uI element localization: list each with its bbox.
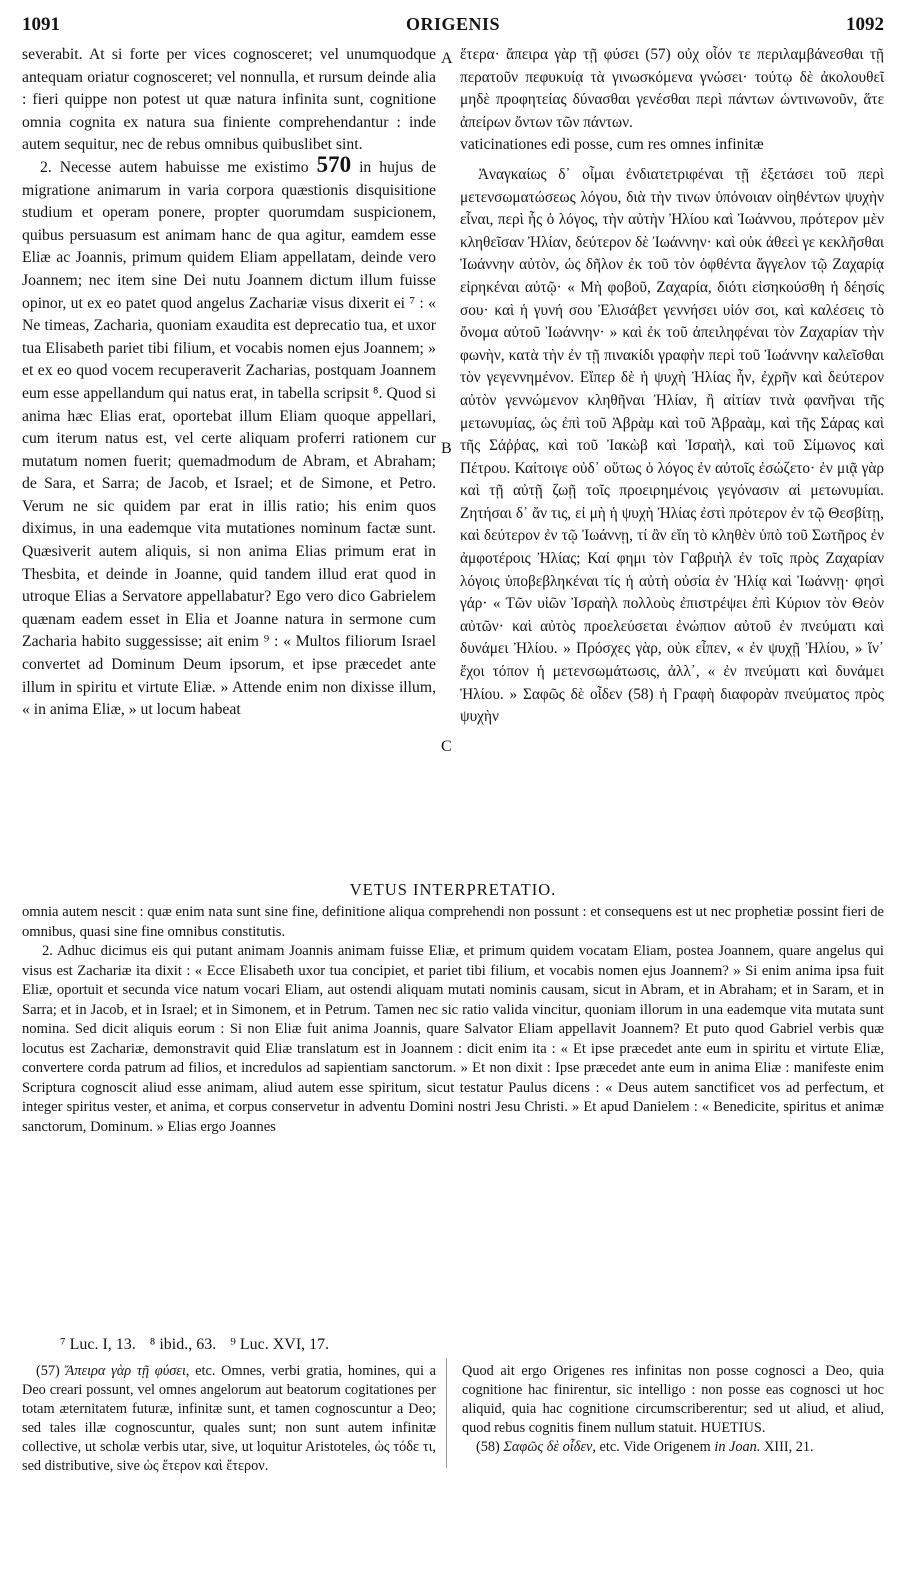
margin-marker-c: C [441,738,452,755]
reference-8: ⁸ ibid., 63. [149,1336,217,1353]
latin-paragraph-2-start: 2. Necesse autem habuisse me existimo [40,158,309,176]
column-number: 570 [316,151,352,177]
footnotes-right [462,1362,884,1457]
greek-paragraph-1: ἕτερα· ἄπειρα γὰρ τῇ φύσει (57) οὐχ οἷόν τε περιλαμβάνεσθαι τῇ περατοῦν πεφυκυίᾳ τὰ γινωσκόμενα γνώσει· τούτῳ δὲ ἀκολουθεῖ μηδὲ προφητείας δύνασθαι γενέσθαι περὶ πάντων ὡντινωνοῦν, ἅτε ἀπείρων ὄντων τῶν πάντων. [460,46,884,131]
reference-7: ⁷ Luc. I, 13. [60,1336,136,1353]
latin-column [22,44,436,722]
footnote-57-label: (57) [36,1363,66,1379]
footnotes-left [22,1362,436,1476]
running-title: ORIGENIS [405,14,501,34]
greek-column-latin-line: vaticinationes edi posse, cum res omnes infinitæ [460,136,764,154]
vetus-interpretatio-title: VETUS INTERPRETATIO. [349,880,557,899]
footnote-58-greek: Σαφῶς δὲ οἶδεν [503,1439,593,1455]
footnote-57 [22,1362,436,1476]
footnote-57-greek: Ἄπειρα γὰρ τῇ φύσει [65,1363,186,1379]
margin-marker-a: A [441,50,453,67]
scripture-references [60,1336,339,1354]
greek-paragraph-2: Ἀναγκαίως δ᾽ οἶμαι ἐνδιατετριφέναι τῇ ἐξετάσει τοῦ περὶ μετενσωματώσεως λόγου, διὰ τὴν τινων ὑπόνοιαν οἰηθέντων ψυχὴν εἶναι, περὶ ἧς ὁ λόγος, τὴν αὐτὴν Ἠλίου καὶ Ἰωάννου, πρότερον μὲν κληθεῖσαν Ἠλίαν, δεύτερον δὲ Ἰωάννην· καὶ οὐκ ἀθεεὶ γε κεκλῆσθαι Ἰωάννην αὐτὸν, ὡς δῆλον ἐκ τοῦ τὸν ὀφθέντα ἄγγελον τῷ Ζαχαρίᾳ εἰρηκέναι αὐτῷ· « Μὴ φοβοῦ, Ζαχαρία, διότι εἰσηκούσθη ἡ δέησίς σου· καὶ ἡ γυνή σου Ἐλισάβετ γεννήσει υἱόν σοι, καὶ καλέσεις τὸ ὄνομα αὐτοῦ Ἰωάννην· » καὶ ἐκ τοῦ ἀπειληφέναι τὸν Ζαχαρίαν τὴν φωνὴν, κατὰ τὴν ἐν τῇ πινακίδι γραφὴν περὶ τοῦ Ἰωάννην καλεῖσθαι τὸν γεγεννημένον. Εἴπερ δὲ ἡ ψυχὴ Ἠλίας ἦν, ἐχρῆν καὶ δεύτερον αὐτὸν γεννώμενον κληθῆναι Ἠλίαν, ἢ αἰτίαν τινὰ φανῆναι τῆς μετωνυμίας, ὡς ἐπὶ τοῦ Ἀβρὰμ καὶ τοῦ Ἀβραὰμ, καὶ τῆς Σάρας καὶ τῆς Σάῤῥας, καὶ τοῦ Ἰακὼβ καὶ Ἰσραὴλ, καὶ τοῦ Σίμωνος καὶ Πέτρου. Καίτοιγε οὐδ᾽ οὕτως ὁ λόγος ἐν αὐτοῖς ἐσώζετο· ἐν μιᾷ γὰρ καὶ τῇ αὐτῇ ζωῇ τοῖς προειρημένοις γεγόνασιν αἱ μετωνυμίαι. Ζητήσαι δ᾽ ἄν τις, εἰ μὴ ἡ ψυχὴ Ἠλίας ἐστὶ πρότερον ἐν τῷ Θεσβίτῃ, καὶ δεύτερον ἐν τῷ Ἰωάννῃ, τί ἂν εἴη τὸ κληθὲν ὑπὸ τοῦ Σωτῆρος ἐν ἀμφοτέροις Ἠλίας; Καί φημι τὸν Γαβριὴλ ἐν τοῖς πρὸς Ζαχαρίαν λόγοις ὑποβεβληκέναι τίς ἡ αὐτὴ οὐσία ἐν Ἠλίᾳ καὶ Ἰωάννῃ· φησὶ γάρ· « Τῶν υἱῶν Ἰσραὴλ πολλοὺς ἐπιστρέψει ἐπὶ Κύριον τὸν Θεὸν αὐτῶν· καὶ αὐτὸς προελεύσεται ἐνώπιον αὐτοῦ ἐν πνεύματι καὶ δυνάμει Ἠλίου. » Πρόσχες γὰρ, οὐκ εἶπεν, « ἐν ψυχῇ Ἠλίου, » ἵν᾽ ἔχοι τόπον ἡ μετενσωμάτωσις, ἀλλ᾽, « ἐν πνεύματι καὶ δυνάμει Ἠλίου. » Σαφῶς δὲ οἶδεν (58) ἡ Γραφὴ διαφορὰν πνεύματος πρὸς ψυχὴν [460,165,884,726]
page-number-left: 1091 [22,14,60,35]
greek-column [460,44,884,729]
latin-paragraph-2-rest: in hujus de migratione animarum in varia corpora quæstionis disquisitione studium et operam ponere, propter quorumdam suspicionem, quibus persuasum est animam hanc de qua agitur, eamdem esse Eliæ ac Joannis, primum quidem Eliam appellatam, deinde vero Joannem; nec item sine Dei nutu Joannem dictum illum fuisse opinor, ut ex eo patet quod angelus Zachariæ visus dixerit ei ⁷ : « Ne timeas, Zacharia, quoniam exaudita est deprecatio tua, et uxor tua Elisabeth pariet tibi filium, et vocabis nomen ejus Joannem; » et ex eo quod vocem recuperaverit Zacharias, postquam Joannem eum esse appellandum qui natus erat, in tabella scripsit ⁸. Quod si anima hæc Elias erat, oportebat illum Eliam quoque appellari, cum iterum natus est, vel certe aliquam proferri rationem cur mutatum nomen fuerit; quemadmodum de Abram, et Abraham; de Sara, et Sarra; de Jacob, et Israel; et de Simone, et Petro. Verum ne sic quidem par erat in illis ratio; his enim quos diximus, in una eademque vita mutationes nominum factæ sunt. Quæsiverit autem aliquis, si non anima Elias primum erat in Thesbita, et deinde in Joanne, quid tandem illud erat quod in utroque Elias a Servatore appellabatur? Ego vero dico Gabrielem quænam eadem esset in Elia et Joanne natura in sermone cum Zacharia habito suggessisse; ait enim ⁹ : « Multos filiorum Israel convertet ad Dominum Deum ipsorum, et ipse præcedet ante illum in spiritu et virtute Eliæ. » Attende enim non dixisse illum, « in anima Eliæ, » ut locum habeat [22,158,437,719]
footnote-58 [462,1438,884,1457]
vetus-interpretatio [22,903,884,1137]
page-number-right: 1092 [846,14,884,35]
footnote-57-text: , etc. Omnes, verbi gratia, homines, qui a Deo creari possunt, vel omnes angelorum aut beatorum cogitationes per totam æternitatem futuræ, infinitæ sunt, et tamen cognoscuntur a Deo; sed tales illæ cognoscuntur, quales sunt; non sunt autem infinitæ collective, ut scholæ verbis utar, sive, ut loquitur Aristoteles, ὡς τόδε τι, sed distributive, sive ὡς ἕτερον καὶ ἕτερον. [22,1363,436,1474]
footnote-57-continued [462,1362,884,1438]
footnote-58-text: , etc. Vide Origenem [592,1439,715,1455]
reference-9: ⁹ Luc. XVI, 17. [230,1336,330,1353]
latin-paragraph-1: severabit. At si forte per vices cognosceret; vel unumquodque antequam oriatur cognosceret; vel nonnulla, et rursum deinde alia : fieri quippe non potest ut quæ natura infinita sunt, cognitione omnia cognita ex natura sua finiente comprehendantur : inde autem sequitur, nec de rebus omnibus quibuslibet sint. [22,46,436,154]
footnote-58-label: (58) [476,1439,504,1455]
footnote-58-ref: XIII, 21. [760,1439,814,1455]
vetus-paragraph-1: omnia autem nescit : quæ enim nata sunt sine fine, definitione aliqua comprehendi non possunt : et consequens est ut nec prophetiæ possint fieri de omnibus, quasi sine fine omnibus constitutis. [22,904,884,940]
margin-marker-b: B [441,440,452,457]
latin-paragraph-2 [22,151,437,722]
vetus-paragraph-2: 2. Adhuc dicimus eis qui putant animam Joannis animam fuisse Eliæ, et primum quidem vocatam Eliam, postea Joannem, quare angelus qui visus est Zachariæ ita dixit : « Ecce Elisabeth uxor tua concipiet, et pariet tibi filium, et vocabis nomen ejus Joannem? » Si enim anima ipsa fuit Eliæ, oportuit et secunda vice natum vocari Eliam, aut ostendi aliquam mutati nominis causam, sicut in Abram, et in Abraham; et in Saram, et in Sarra; et in Jacob, et in Israel; et in Simonem, et in Petrum. Tamen nec sic ratio valida vincitur, quoniam illorum in una eademque vita mutata sunt nomina. Sed dicit aliquis eorum : Si non Eliæ fuit anima Joannis, quare Salvator Eliam appellavit Joannem? Et puto quod Gabriel verbis quæ locutus est Zachariæ, demonstravit quid Eliæ translatum est in Joannem : dicit enim ita : « Et ipse præcedet ante eum in spiritu et virtute Eliæ, convertere corda patrum ad filios, et incredulos ad sapientiam sanctorum. » Et non dixit : Ipse præcedet ante eum in anima Eliæ : manifeste enim Scriptura cognoscit aliud esse animam, aliud autem esse spiritum, sicut testatur Paulus dicens : « Deus autem sanctificet vos ad perfectum, et integer spiritus vester, et anima, et corpus conservetur in adventu Domini nostri Jesu Christi. » Et apud Danielem : « Benedicite, spiritus et animæ sanctorum, Dominum. » Elias ergo Joannes [22,943,884,1135]
footnote-57-continued-text: Quod ait ergo Origenes res infinitas non posse cognosci a Deo, quia cognitione hac finirentur, sic intelligo : non posse eas cognosci ut hoc aliquid, quia hac cognitione circumscriberentur; sed ut aliud, et aliud, quod rebus cognitis finem nullum statuit. [462,1363,884,1436]
page-header [22,14,884,40]
footnote-author: HUETIUS. [700,1420,766,1436]
notes-divider [446,1358,447,1468]
footnote-58-ref-italic: in Joan. [714,1439,761,1455]
